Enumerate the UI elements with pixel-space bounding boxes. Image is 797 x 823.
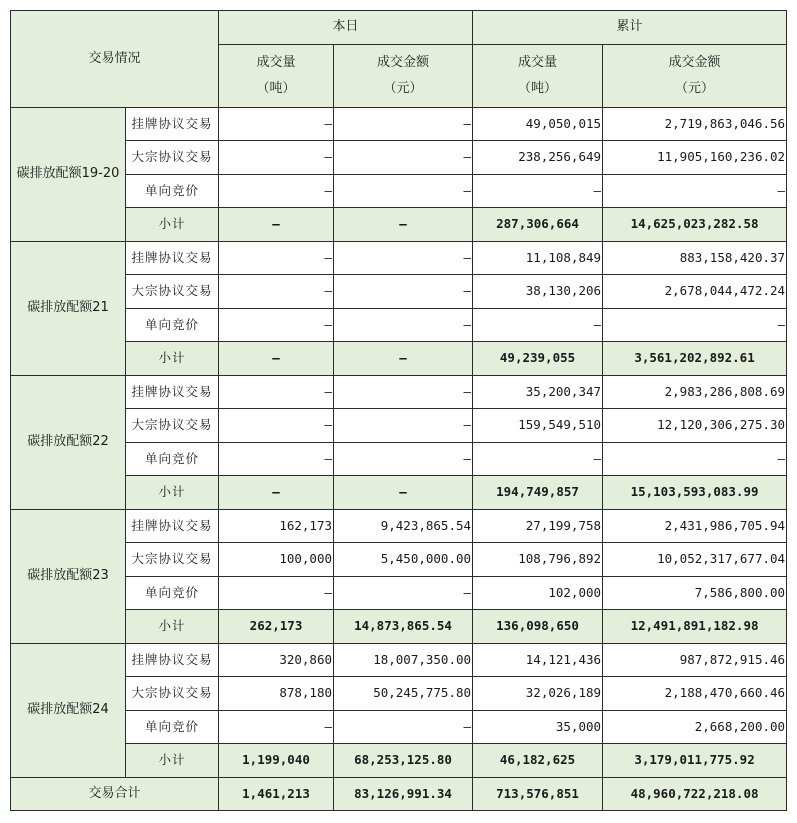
value-cell-today-amt: 5,450,000.00 (334, 543, 473, 577)
col-unit: （元） (675, 80, 715, 96)
trade-type-cell: 挂牌协议交易 (126, 375, 219, 409)
value-cell-cum-amt: 2,719,863,046.56 (603, 107, 787, 141)
today-header: 本日 (219, 11, 473, 45)
value-cell-cum-amt: – (603, 308, 787, 342)
subtotal-today-amt: – (334, 342, 473, 376)
subtotal-row (11, 744, 787, 778)
value-cell-cum-vol: 14,121,436 (473, 643, 603, 677)
value-cell-today-amt: 9,423,865.54 (334, 509, 473, 543)
value-cell-today-amt: – (334, 275, 473, 309)
value-cell-cum-vol: 102,000 (473, 576, 603, 610)
value-cell-cum-amt: – (603, 442, 787, 476)
table-row (11, 643, 787, 677)
trading-summary-table (10, 10, 787, 811)
col-label: 成交金额 (668, 54, 721, 70)
value-cell-today-vol: – (219, 442, 334, 476)
subtotal-today-amt: 14,873,865.54 (334, 610, 473, 644)
value-cell-today-amt: – (334, 576, 473, 610)
value-cell-cum-vol: 35,200,347 (473, 375, 603, 409)
value-cell-cum-amt: 10,052,317,677.04 (603, 543, 787, 577)
subtotal-today-amt: – (334, 208, 473, 242)
allowance-group-label: 碳排放配额23 (11, 509, 126, 643)
value-cell-cum-amt: 2,668,200.00 (603, 710, 787, 744)
col-label: 成交金额 (377, 54, 430, 70)
subtotal-row (11, 476, 787, 510)
value-cell-cum-amt: 883,158,420.37 (603, 241, 787, 275)
subtotal-cum-vol: 287,306,664 (473, 208, 603, 242)
value-cell-today-vol: 100,000 (219, 543, 334, 577)
trade-type-cell: 单向竞价 (126, 710, 219, 744)
allowance-group-label: 碳排放配额22 (11, 375, 126, 509)
table-row (11, 509, 787, 543)
table-row (11, 375, 787, 409)
subtotal-cum-vol: 136,098,650 (473, 610, 603, 644)
col-label: 成交量 (256, 54, 296, 70)
subtotal-cum-amt: 12,491,891,182.98 (603, 610, 787, 644)
value-cell-cum-amt: 2,188,470,660.46 (603, 677, 787, 711)
value-cell-cum-vol: – (473, 308, 603, 342)
corner-header: 交易情况 (11, 11, 219, 108)
total-cum-amt: 48,960,722,218.08 (603, 777, 787, 811)
value-cell-cum-amt: 2,983,286,808.69 (603, 375, 787, 409)
table-row (11, 308, 787, 342)
value-cell-today-vol: 878,180 (219, 677, 334, 711)
grand-total-row (11, 777, 787, 811)
cumulative-header: 累计 (473, 11, 787, 45)
subtotal-cum-amt: 14,625,023,282.58 (603, 208, 787, 242)
trade-type-cell: 大宗协议交易 (126, 141, 219, 175)
value-cell-today-amt: – (334, 107, 473, 141)
col-unit: （吨） (256, 80, 296, 96)
subtotal-today-vol: – (219, 476, 334, 510)
trade-type-cell: 大宗协议交易 (126, 677, 219, 711)
subtotal-label: 小计 (126, 208, 219, 242)
value-cell-today-vol: – (219, 409, 334, 443)
value-cell-cum-amt: – (603, 174, 787, 208)
value-cell-today-amt: 18,007,350.00 (334, 643, 473, 677)
value-cell-today-amt: – (334, 375, 473, 409)
value-cell-today-amt: – (334, 710, 473, 744)
value-cell-today-vol: 320,860 (219, 643, 334, 677)
subtotal-label: 小计 (126, 744, 219, 778)
value-cell-today-vol: – (219, 308, 334, 342)
value-cell-today-vol: – (219, 710, 334, 744)
col-unit: （元） (383, 80, 423, 96)
trade-type-cell: 挂牌协议交易 (126, 241, 219, 275)
table-row (11, 543, 787, 577)
subtotal-label: 小计 (126, 342, 219, 376)
value-cell-cum-vol: 159,549,510 (473, 409, 603, 443)
value-cell-today-vol: – (219, 141, 334, 175)
today-volume-header (219, 44, 334, 107)
value-cell-today-vol: – (219, 576, 334, 610)
value-cell-cum-amt: 11,905,160,236.02 (603, 141, 787, 175)
value-cell-cum-amt: 2,431,986,705.94 (603, 509, 787, 543)
cumulative-amount-header (603, 44, 787, 107)
value-cell-cum-amt: 2,678,044,472.24 (603, 275, 787, 309)
total-today-amt: 83,126,991.34 (334, 777, 473, 811)
subtotal-cum-vol: 194,749,857 (473, 476, 603, 510)
subtotal-cum-amt: 3,179,011,775.92 (603, 744, 787, 778)
col-unit: （吨） (518, 80, 558, 96)
subtotal-today-vol: – (219, 208, 334, 242)
value-cell-today-vol: – (219, 107, 334, 141)
trade-type-cell: 大宗协议交易 (126, 543, 219, 577)
total-today-vol: 1,461,213 (219, 777, 334, 811)
subtotal-label: 小计 (126, 476, 219, 510)
trade-type-cell: 单向竞价 (126, 174, 219, 208)
subtotal-cum-amt: 15,103,593,083.99 (603, 476, 787, 510)
value-cell-today-vol: – (219, 241, 334, 275)
value-cell-today-amt: – (334, 241, 473, 275)
value-cell-today-amt: – (334, 141, 473, 175)
table-row (11, 241, 787, 275)
trade-type-cell: 挂牌协议交易 (126, 643, 219, 677)
subtotal-row (11, 610, 787, 644)
table-row (11, 576, 787, 610)
table-row (11, 107, 787, 141)
value-cell-today-amt: – (334, 174, 473, 208)
value-cell-today-vol: 162,173 (219, 509, 334, 543)
value-cell-cum-vol: 27,199,758 (473, 509, 603, 543)
trade-type-cell: 大宗协议交易 (126, 409, 219, 443)
trade-type-cell: 单向竞价 (126, 442, 219, 476)
today-amount-header (334, 44, 473, 107)
value-cell-cum-vol: 49,050,015 (473, 107, 603, 141)
value-cell-cum-amt: 987,872,915.46 (603, 643, 787, 677)
value-cell-cum-vol: 108,796,892 (473, 543, 603, 577)
table-row (11, 442, 787, 476)
table-row (11, 174, 787, 208)
subtotal-row (11, 342, 787, 376)
subtotal-cum-vol: 49,239,055 (473, 342, 603, 376)
value-cell-cum-vol: 32,026,189 (473, 677, 603, 711)
trade-type-cell: 挂牌协议交易 (126, 509, 219, 543)
trade-type-cell: 大宗协议交易 (126, 275, 219, 309)
value-cell-cum-vol: 35,000 (473, 710, 603, 744)
table-row (11, 275, 787, 309)
table-row (11, 677, 787, 711)
col-label: 成交量 (518, 54, 558, 70)
subtotal-cum-vol: 46,182,625 (473, 744, 603, 778)
value-cell-cum-amt: 7,586,800.00 (603, 576, 787, 610)
subtotal-label: 小计 (126, 610, 219, 644)
value-cell-today-amt: – (334, 442, 473, 476)
allowance-group-label: 碳排放配额21 (11, 241, 126, 375)
table-row (11, 141, 787, 175)
subtotal-today-vol: 262,173 (219, 610, 334, 644)
value-cell-cum-vol: 11,108,849 (473, 241, 603, 275)
value-cell-today-vol: – (219, 375, 334, 409)
value-cell-today-amt: – (334, 308, 473, 342)
table-row (11, 409, 787, 443)
subtotal-cum-amt: 3,561,202,892.61 (603, 342, 787, 376)
trade-type-cell: 单向竞价 (126, 308, 219, 342)
subtotal-today-vol: – (219, 342, 334, 376)
value-cell-cum-vol: – (473, 442, 603, 476)
subtotal-today-amt: – (334, 476, 473, 510)
trade-type-cell: 单向竞价 (126, 576, 219, 610)
subtotal-today-amt: 68,253,125.80 (334, 744, 473, 778)
value-cell-cum-vol: 38,130,206 (473, 275, 603, 309)
value-cell-today-vol: – (219, 275, 334, 309)
table-row (11, 710, 787, 744)
value-cell-cum-vol: 238,256,649 (473, 141, 603, 175)
value-cell-cum-vol: – (473, 174, 603, 208)
subtotal-row (11, 208, 787, 242)
value-cell-today-vol: – (219, 174, 334, 208)
allowance-group-label: 碳排放配额24 (11, 643, 126, 777)
value-cell-today-amt: 50,245,775.80 (334, 677, 473, 711)
trade-type-cell: 挂牌协议交易 (126, 107, 219, 141)
grand-total-label: 交易合计 (11, 777, 219, 811)
cumulative-volume-header (473, 44, 603, 107)
header-row-1 (11, 11, 787, 45)
value-cell-cum-amt: 12,120,306,275.30 (603, 409, 787, 443)
total-cum-vol: 713,576,851 (473, 777, 603, 811)
allowance-group-label: 碳排放配额19-20 (11, 107, 126, 241)
subtotal-today-vol: 1,199,040 (219, 744, 334, 778)
value-cell-today-amt: – (334, 409, 473, 443)
